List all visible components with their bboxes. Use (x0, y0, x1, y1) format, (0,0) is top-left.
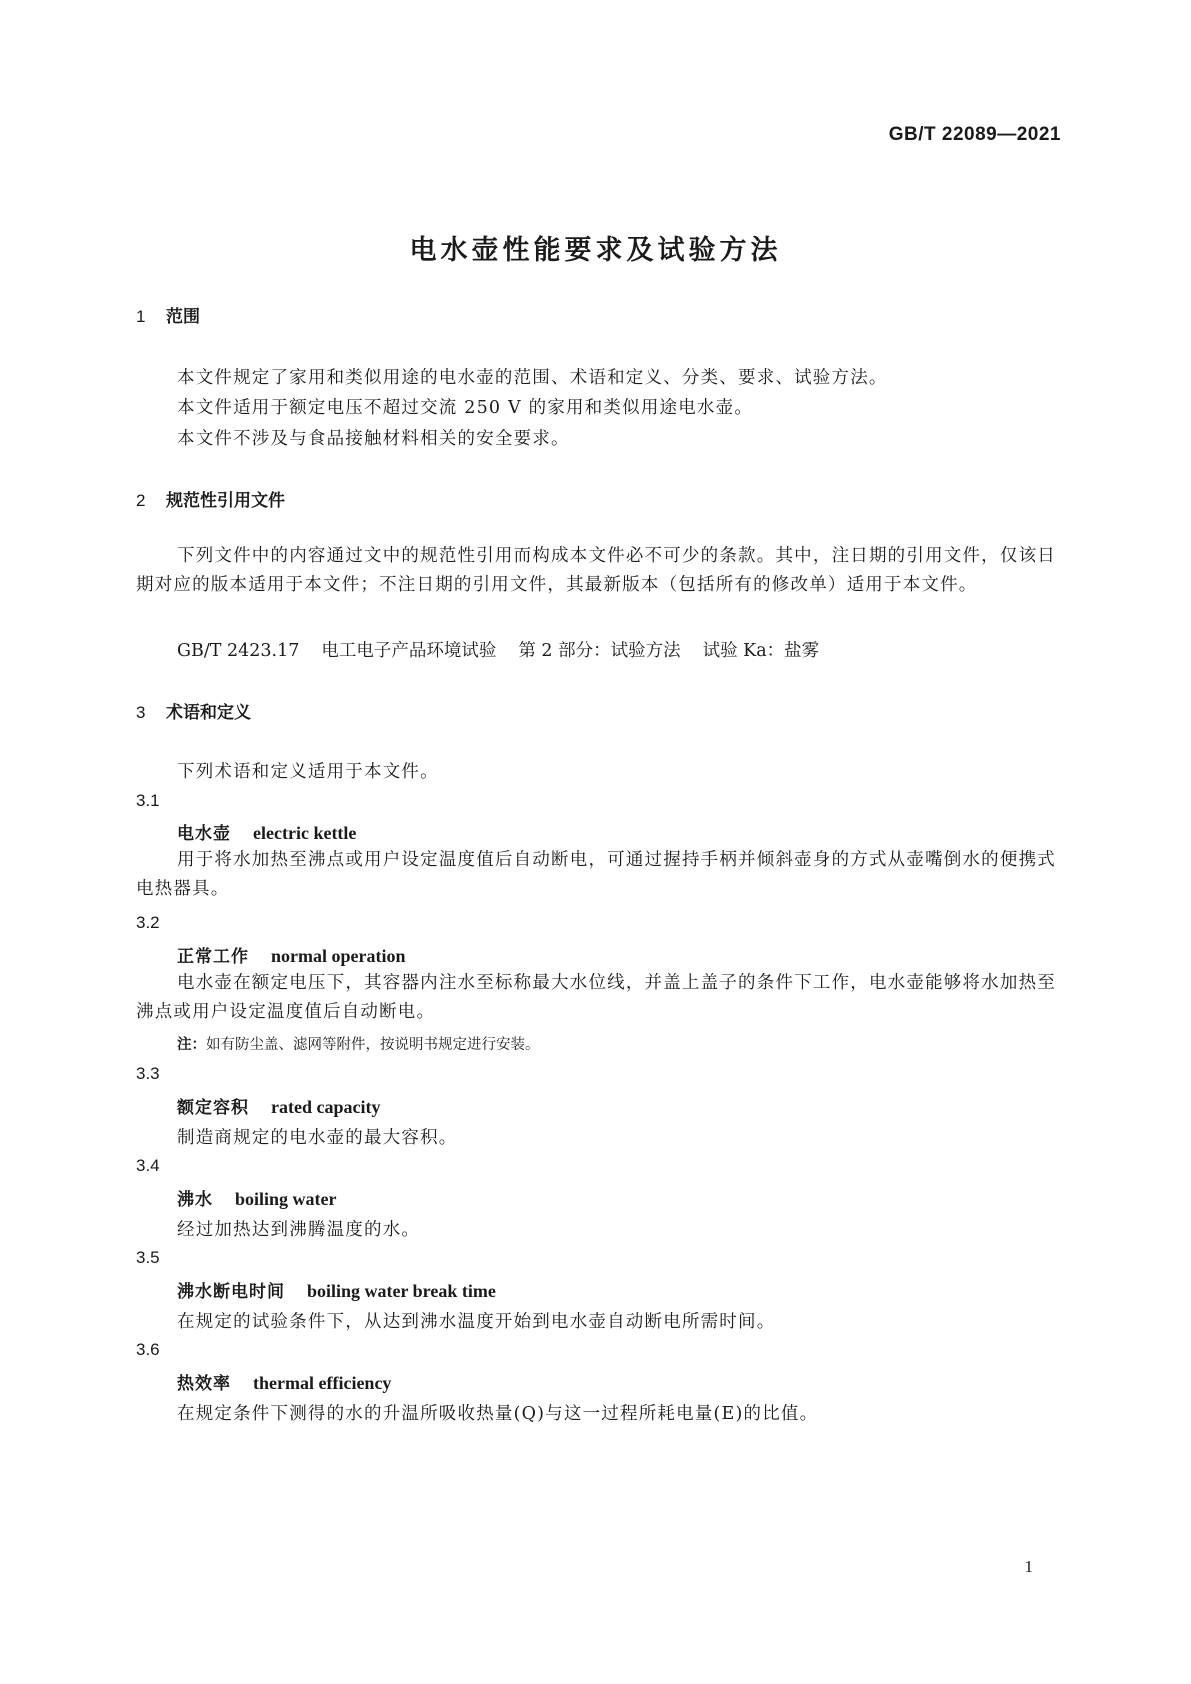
section-number: 1 (136, 307, 146, 326)
term-heading (177, 1185, 337, 1210)
term-definition: 在规定的试验条件下，从达到沸水温度开始到电水壶自动断电所需时间。 (177, 1312, 776, 1332)
references-paragraph: 下列文件中的内容通过文中的规范性引用而构成本文件必不可少的条款。其中，注日期的引用文件，仅该日期对应的版本适用于本文件；不注日期的引用文件，其最新版本（包括所有的修改单）适用于本文件。 (136, 546, 1056, 595)
term-note (177, 1033, 540, 1054)
section-number: 2 (136, 491, 146, 510)
section-title: 范围 (166, 307, 200, 327)
term-en: boiling water break time (307, 1281, 496, 1301)
section-heading-terms (136, 698, 251, 723)
term-zh: 沸水 (177, 1190, 213, 1210)
term-number: 3.1 (136, 791, 160, 810)
term-heading (177, 1369, 391, 1394)
section-heading-normative-references (136, 486, 285, 511)
reference-code: GB/T 2423.17 (177, 641, 300, 661)
term-heading (177, 819, 356, 844)
term-zh: 沸水断电时间 (177, 1282, 285, 1302)
term-en: rated capacity (271, 1097, 381, 1117)
scope-paragraph: 本文件不涉及与食品接触材料相关的安全要求。 (177, 429, 570, 449)
term-definition: 经过加热达到沸腾温度的水。 (177, 1220, 421, 1240)
reference-name: 电工电子产品环境试验 (321, 641, 497, 661)
term-number: 3.5 (136, 1248, 160, 1267)
section-number: 3 (136, 703, 146, 722)
note-text: 如有防尘盖、滤网等附件，按说明书规定进行安装。 (206, 1037, 540, 1053)
term-number: 3.4 (136, 1156, 160, 1175)
section-title: 规范性引用文件 (166, 491, 285, 511)
term-zh: 热效率 (177, 1374, 231, 1394)
term-en: electric kettle (253, 823, 357, 843)
standard-code: GB/T 22089—2021 (888, 124, 1061, 145)
term-definition: 电水壶在额定电压下，其容器内注水至标称最大水位线，并盖上盖子的条件下工作，电水壶能够将水加热至沸点或用户设定温度值后自动断电。 (136, 973, 1056, 1022)
term-en: thermal efficiency (253, 1373, 392, 1393)
scope-paragraph: 本文件规定了家用和类似用途的电水壶的范围、术语和定义、分类、要求、试验方法。 (177, 368, 888, 388)
term-definition: 用于将水加热至沸点或用户设定温度值后自动断电，可通过握持手柄并倾斜壶身的方式从壶嘴倒水的便携式电热器具。 (136, 850, 1056, 899)
section-title: 术语和定义 (166, 703, 251, 723)
term-zh: 额定容积 (177, 1098, 249, 1118)
term-definition: 制造商规定的电水壶的最大容积。 (177, 1128, 458, 1148)
term-heading (177, 1277, 496, 1302)
reference-entry (177, 637, 841, 662)
term-number: 3.6 (136, 1340, 160, 1359)
reference-part: 第 2 部分：试验方法 (518, 641, 681, 661)
terms-intro: 下列术语和定义适用于本文件。 (177, 762, 439, 782)
term-number: 3.2 (136, 913, 160, 932)
term-heading (177, 942, 406, 967)
term-heading (177, 1093, 380, 1118)
scope-paragraph: 本文件适用于额定电压不超过交流 250 V 的家用和类似用途电水壶。 (177, 398, 754, 418)
section-heading-scope (136, 302, 200, 327)
reference-test: 试验 Ka：盐雾 (702, 641, 820, 661)
term-zh: 正常工作 (177, 947, 249, 967)
term-zh: 电水壶 (177, 824, 231, 844)
page-number: 1 (1024, 1557, 1033, 1576)
note-label: 注： (177, 1037, 206, 1053)
term-en: boiling water (235, 1189, 337, 1209)
term-en: normal operation (271, 946, 406, 966)
term-definition: 在规定条件下测得的水的升温所吸收热量(Q)与这一过程所耗电量(E)的比值。 (177, 1404, 819, 1424)
document-title: 电水壶性能要求及试验方法 (409, 235, 782, 266)
term-number: 3.3 (136, 1064, 160, 1083)
